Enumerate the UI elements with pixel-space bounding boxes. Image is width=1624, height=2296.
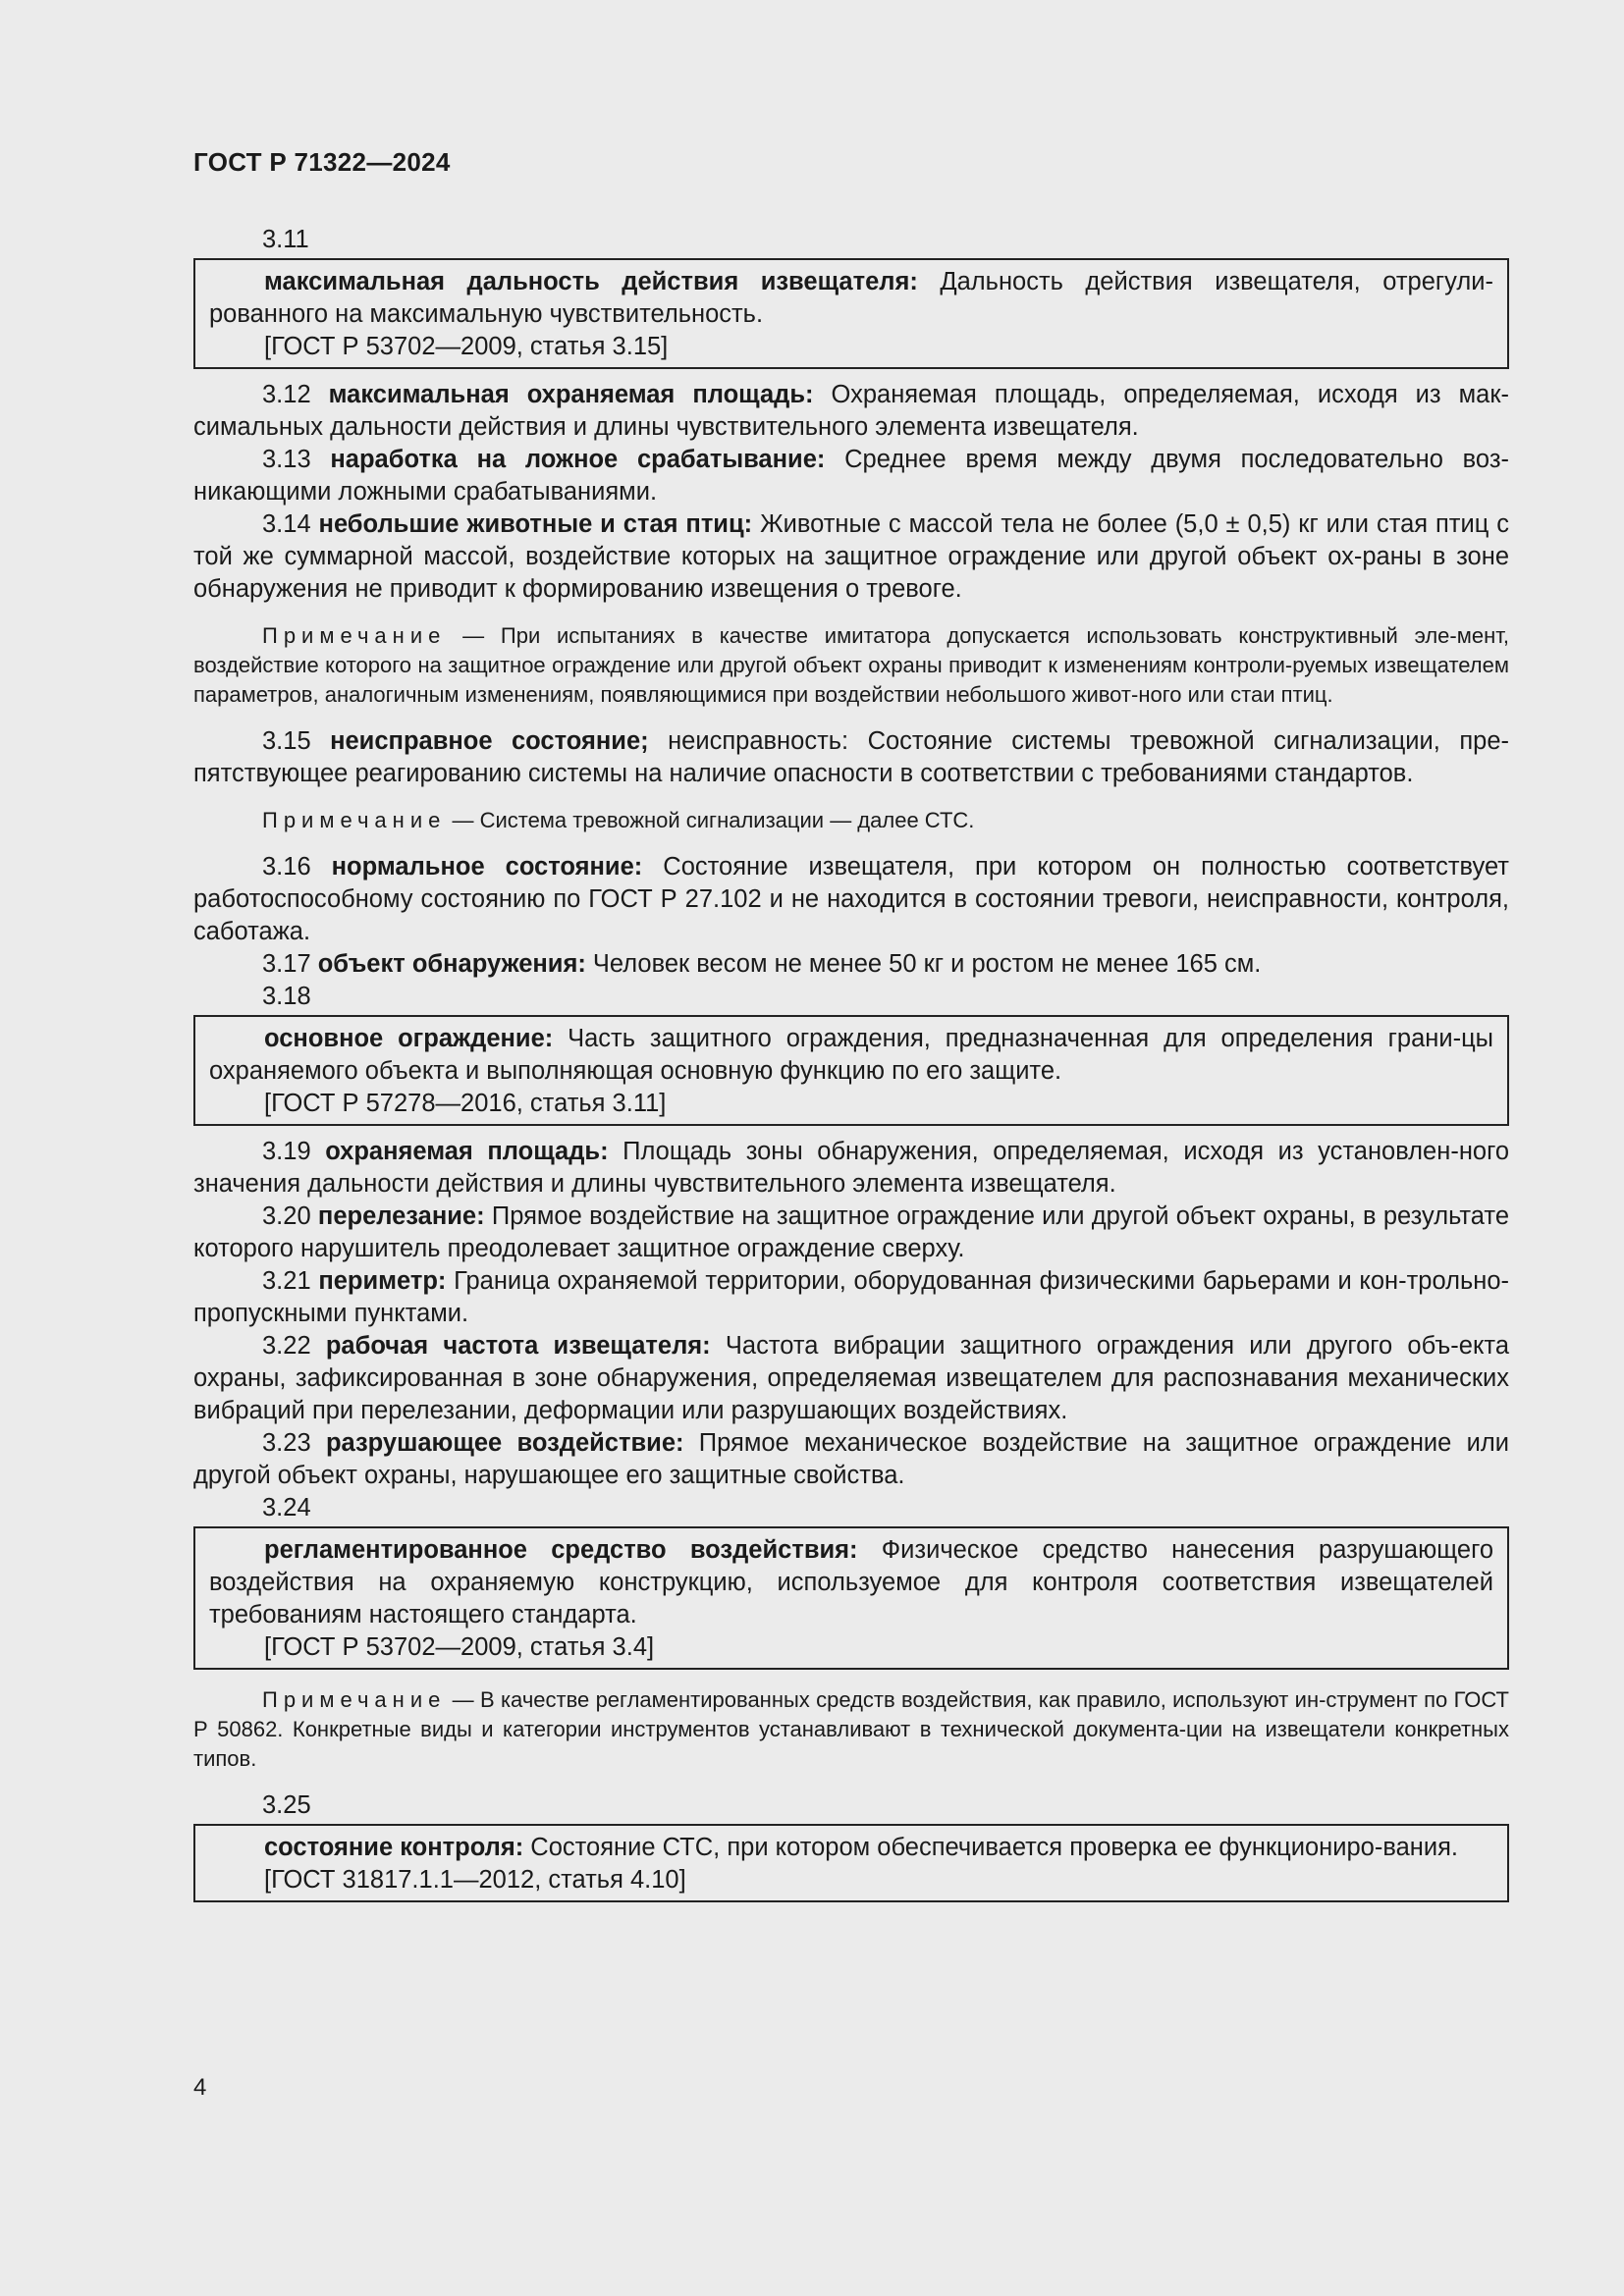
page-number: 4 <box>193 2074 207 2101</box>
term-definition: Прямое воздействие на защитное ограждение или другой объект охраны, в результате которого нарушитель преодолевает защитное ограждение сверху. <box>193 1202 1509 1262</box>
term-name: рабочая частота извещателя: <box>325 1332 711 1360</box>
term-number: 3.11 <box>262 226 309 253</box>
term-number: 3.20 <box>262 1202 318 1230</box>
term-definition: Прямое механическое воздействие на защитное ограждение или другой объект охраны, нарушающее его защитные свойства. <box>193 1429 1509 1489</box>
note-label: Примечание <box>262 808 447 832</box>
term-name: разрушающее воздействие: <box>325 1429 684 1457</box>
term-definition: Физическое средство нанесения разрушающего воздействия на охраняемую конструкцию, используемое для контроля соответствия извещателей требованиям настоящего стандарта. <box>209 1536 1493 1629</box>
term-number: 3.15 <box>262 727 331 755</box>
note-text: — В качестве регламентированных средств воздействия, как правило, используют ин-струмент по ГОСТ Р 50862. Конкретные виды и категории инструментов устанавливают в технической документа-ции на извещатели конкретных типов. <box>193 1687 1509 1771</box>
term-entry-3-21 <box>193 1265 1509 1330</box>
term-reference: [ГОСТ Р 53702—2009, статья 3.15] <box>264 333 669 360</box>
term-reference: [ГОСТ Р 53702—2009, статья 3.4] <box>264 1633 655 1661</box>
term-definition: Охраняемая площадь, определяемая, исходя из мак-симальных дальности действия и длины чувствительного элемента извещателя. <box>193 381 1509 441</box>
term-entry-3-19 <box>193 1136 1509 1201</box>
term-definition: Состояние извещателя, при котором он полностью соответствует работоспособному состоянию по ГОСТ Р 27.102 и не находится в состоянии тревоги, неисправности, контроля, саботажа. <box>193 853 1509 945</box>
term-name: нормальное состояние: <box>331 853 643 881</box>
term-entry <box>209 266 1493 331</box>
term-entry <box>209 1832 1493 1864</box>
term-definition: Частота вибрации защитного ограждения или другого объ-екта охраны, зафиксированная в зоне обнаружения, определяемая извещателем для распознавания механических вибраций при перелезании, деформации или разрушающих воздействиях. <box>193 1332 1509 1424</box>
term-number: 3.24 <box>262 1494 311 1522</box>
term-number: 3.21 <box>262 1267 319 1295</box>
term-number: 3.25 <box>262 1791 311 1819</box>
term-definition: Животные с массой тела не более (5,0 ± 0,5) кг или стая птиц с той же суммарной массой, воздействие которых на защитное ограждение или другой объект ох-раны в зоне обнаружения не приводит к формированию извещения о тревоге. <box>193 510 1509 603</box>
term-number: 3.12 <box>262 381 329 408</box>
term-definition: Дальность действия извещателя, отрегули-рованного на максимальную чувствительность. <box>209 268 1493 328</box>
page-header: ГОСТ Р 71322—2024 <box>193 147 451 177</box>
term-box-3-11 <box>193 258 1509 369</box>
term-entry-3-15 <box>193 725 1509 790</box>
term-name: перелезание: <box>317 1202 485 1230</box>
term-entry-3-20 <box>193 1201 1509 1265</box>
term-name: охраняемая площадь: <box>325 1138 609 1165</box>
term-definition: Часть защитного ограждения, предназначенная для определения грани-цы охраняемого объекта и выполняющая основную функцию по его защите. <box>209 1025 1494 1085</box>
term-definition: Площадь зоны обнаружения, определяемая, исходя из установлен-ного значения дальности действия и длины чувствительного элемента извещателя. <box>193 1138 1510 1198</box>
term-name: объект обнаружения: <box>317 950 586 978</box>
term-name: периметр: <box>318 1267 447 1295</box>
term-number: 3.17 <box>262 950 318 978</box>
term-entry-3-12 <box>193 379 1509 444</box>
note-3-24 <box>193 1685 1509 1774</box>
note-text: — Система тревожной сигнализации — далее СТС. <box>446 808 975 832</box>
term-reference: [ГОСТ Р 57278—2016, статья 3.11] <box>264 1090 667 1117</box>
term-name: максимальная охраняемая площадь: <box>328 381 814 408</box>
term-entry-3-14 <box>193 508 1509 606</box>
term-name: основное ограждение: <box>264 1025 554 1052</box>
term-entry-3-13 <box>193 444 1509 508</box>
term-name: состояние контроля: <box>264 1834 524 1861</box>
term-definition: Среднее время между двумя последовательно воз-никающими ложными срабатываниями. <box>193 446 1510 506</box>
term-entry-3-16 <box>193 851 1509 948</box>
term-entry-3-17 <box>193 948 1509 981</box>
note-3-14 <box>193 621 1509 710</box>
term-reference: [ГОСТ 31817.1.1—2012, статья 4.10] <box>264 1866 686 1894</box>
term-number: 3.23 <box>262 1429 326 1457</box>
term-entry <box>209 1023 1493 1088</box>
note-label: Примечание <box>262 1687 447 1712</box>
note-3-15 <box>193 806 1509 835</box>
term-box-3-25 <box>193 1824 1509 1902</box>
term-number: 3.19 <box>262 1138 326 1165</box>
term-name: максимальная дальность действия извещателя: <box>264 268 918 295</box>
term-entry <box>209 1534 1493 1631</box>
term-number: 3.22 <box>262 1332 326 1360</box>
term-name: регламентированное средство воздействия: <box>264 1536 858 1564</box>
term-number: 3.16 <box>262 853 332 881</box>
note-text: — При испытаниях в качестве имитатора допускается использовать конструктивный эле-мент, воздействие которого на защитное ограждение или другой объект охраны приводит к изменениям контроли-руемых извещателем параметров, аналогичным изменениям, появляющимися при воздействии небольшого живот-ного или стаи птиц. <box>193 623 1509 707</box>
term-definition: неисправность: Состояние системы тревожной сигнализации, пре-пятствующее реагированию системы на наличие опасности в соответствии с требованиями стандартов. <box>193 727 1509 787</box>
note-label: Примечание <box>262 623 447 648</box>
term-number: 3.13 <box>262 446 331 473</box>
term-box-3-24 <box>193 1526 1509 1670</box>
term-number: 3.14 <box>262 510 319 538</box>
term-definition: Состояние СТС, при котором обеспечивается проверка ее функциониро-вания. <box>523 1834 1458 1861</box>
term-definition: Граница охраняемой территории, оборудованная физическими барьерами и кон-трольно-пропускными пунктами. <box>193 1267 1510 1327</box>
term-entry-3-22 <box>193 1330 1509 1427</box>
term-name: неисправное состояние; <box>330 727 649 755</box>
term-box-3-18 <box>193 1015 1509 1126</box>
terms-content <box>193 224 1509 1912</box>
term-entry-3-23 <box>193 1427 1509 1492</box>
term-number: 3.18 <box>262 983 311 1010</box>
term-definition: Человек весом не менее 50 кг и ростом не менее 165 см. <box>585 950 1262 978</box>
term-name: наработка на ложное срабатывание: <box>330 446 826 473</box>
term-name: небольшие животные и стая птиц: <box>318 510 753 538</box>
